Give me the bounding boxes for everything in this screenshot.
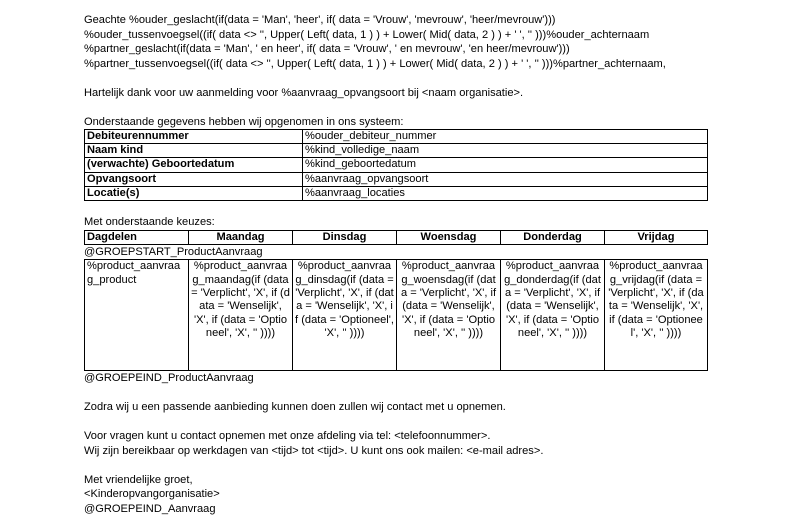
table-row	[85, 130, 708, 144]
info-label: Debiteurennummer	[85, 130, 303, 144]
info-value: %aanvraag_opvangsoort	[303, 172, 708, 186]
organisation-line: <Kinderopvangorganisatie>	[84, 488, 220, 501]
closing-line: Met vriendelijke groet,	[84, 473, 193, 486]
spacer	[84, 415, 710, 430]
table-row	[85, 158, 708, 172]
table-row	[85, 172, 708, 186]
header-donderdag: Donderdag	[501, 230, 605, 244]
table-row	[85, 144, 708, 158]
choices-intro: Met onderstaande keuzes:	[84, 216, 215, 229]
phone-line: Voor vragen kunt u contact opnemen met onze afdeling via tel: <telefoonnummer>.	[84, 430, 491, 443]
spacer	[84, 201, 710, 216]
spacer	[84, 386, 710, 401]
spacer	[84, 100, 710, 115]
hours-line: Wij zijn bereikbaar op werkdagen van <tijd> tot <tijd>. U kunt ons ook mailen: <e-mail adres>.	[84, 444, 544, 457]
header-dagdelen: Dagdelen	[85, 230, 189, 244]
header-woensdag: Woensdag	[397, 230, 501, 244]
table-header-row	[85, 230, 708, 244]
document-body	[84, 13, 710, 516]
table-row	[85, 260, 708, 371]
info-label: Naam kind	[85, 144, 303, 158]
vrijdag-cell: %product_aanvraag_vrijdag(if (data = 'Verplicht', 'X', if (data = 'Wenselijk', 'X', if (data = 'Optioneel', 'X', '' ))))	[605, 260, 708, 371]
info-intro: Onderstaande gegevens hebben wij opgenomen in ons systeem:	[84, 115, 404, 128]
header-maandag: Maandag	[189, 230, 293, 244]
info-value: %kind_volledige_naam	[303, 144, 708, 158]
info-value: %kind_geboortedatum	[303, 158, 708, 172]
info-value: %ouder_debiteur_nummer	[303, 130, 708, 144]
days-header-table	[84, 230, 708, 245]
spacer	[84, 71, 710, 86]
dinsdag-cell: %product_aanvraag_dinsdag(if (data = 'Verplicht', 'X', if (data = 'Wenselijk', 'X', if (data = 'Optioneel', 'X', '' ))))	[293, 260, 397, 371]
salutation-line-3: %partner_geslacht(if(data = 'Man', ' en heer', if( data = 'Vrouw', ' en mevrouw', 'en heer/mevrouw')))	[84, 43, 570, 55]
group-end-marker: @GROEPEIND_ProductAanvraag	[84, 372, 254, 385]
thanks-line: Hartelijk dank voor uw aanmelding voor %aanvraag_opvangsoort bij <naam organisatie>.	[84, 86, 524, 99]
table-row	[85, 186, 708, 200]
info-value: %aanvraag_locaties	[303, 186, 708, 200]
product-table	[84, 259, 708, 371]
final-end-marker: @GROEPEIND_Aanvraag	[84, 502, 216, 515]
salutation-line-1: Geachte %ouder_geslacht(if(data = 'Man', 'heer', if( data = 'Vrouw', 'mevrouw', 'heer/mevrouw')))	[84, 14, 556, 26]
maandag-cell: %product_aanvraag_maandag(if (data = 'Verplicht', 'X', if (data = 'Wenselijk', 'X', if (data = 'Optioneel', 'X', '' ))))	[189, 260, 293, 371]
contact-line: Zodra wij u een passende aanbieding kunnen doen zullen wij contact met u opnemen.	[84, 401, 506, 414]
info-table	[84, 129, 708, 201]
donderdag-cell: %product_aanvraag_donderdag(if (data = 'Verplicht', 'X', if (data = 'Wenselijk', 'X', if (data = 'Optioneel', 'X', '' ))))	[501, 260, 605, 371]
salutation-line-2: %ouder_tussenvoegsel((if( data <> '', Upper( Left( data, 1 ) ) + Lower( Mid( data, 2 ) ) + ' ', '' )))%ouder_achternaam	[84, 28, 650, 41]
info-label: (verwachte) Geboortedatum	[85, 158, 303, 172]
spacer	[84, 458, 710, 473]
woensdag-cell: %product_aanvraag_woensdag(if (data = 'Verplicht', 'X', if (data = 'Wenselijk', 'X', if (data = 'Optioneel', 'X', '' ))))	[397, 260, 501, 371]
group-start-marker: @GROEPSTART_ProductAanvraag	[84, 245, 263, 258]
header-dinsdag: Dinsdag	[293, 230, 397, 244]
info-label: Opvangsoort	[85, 172, 303, 186]
salutation-line-4: %partner_tussenvoegsel((if( data <> '', Upper( Left( data, 1 ) ) + Lower( Mid( data, 2 ) ) + ' ', '' )))%partner_achternaam,	[84, 57, 666, 70]
header-vrijdag: Vrijdag	[605, 230, 708, 244]
product-cell: %product_aanvraag_product	[85, 260, 189, 371]
info-label: Locatie(s)	[85, 186, 303, 200]
